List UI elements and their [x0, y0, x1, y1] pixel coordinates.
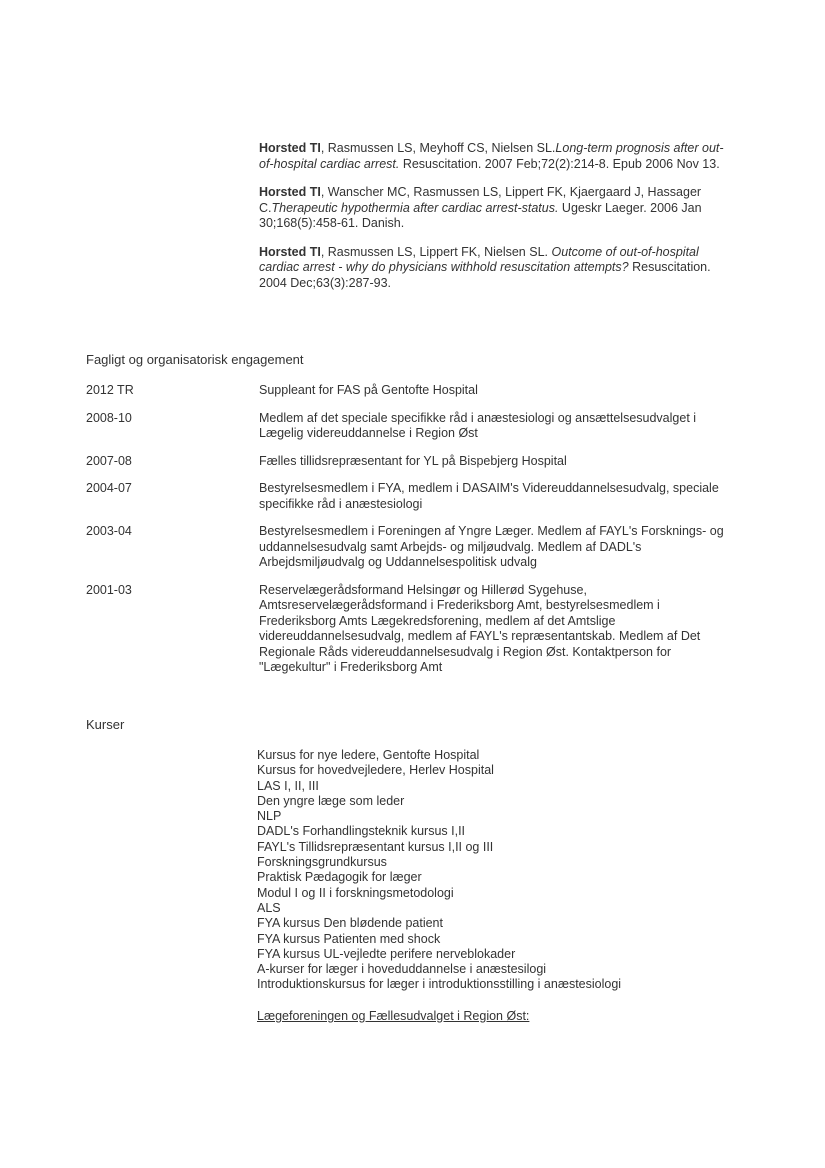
course-item: Praktisk Pædagogik for læger [257, 870, 422, 885]
publication-title: Outcome of out-of-hospital cardiac arrest - why do physicians withhold resuscitation attempts? [259, 244, 699, 274]
engagement-description: Fælles tillidsrepræsentant for YL på Bispebjerg Hospital [259, 453, 567, 468]
engagement-year: 2008-10 [86, 410, 132, 425]
publication-authors: , Rasmussen LS, Meyhoff CS, Nielsen SL. [320, 141, 556, 155]
course-item: DADL's Forhandlingsteknik kursus I,II [257, 824, 466, 839]
course-item: LAS I, II, III [257, 778, 319, 793]
courses-heading: Kurser [86, 717, 125, 732]
engagement-year: 2003-04 [86, 524, 132, 538]
course-item: Modul I og II i forskningsmetodologi [257, 885, 454, 900]
publication-citation: Resuscitation. 2004 Dec;63(3):287-93. [259, 260, 711, 290]
course-item: Forskningsgrundkursus [257, 855, 387, 870]
course-item: Kursus for nye ledere, Gentofte Hospital [257, 748, 480, 762]
engagement-row [86, 583, 736, 676]
course-item: FYA kursus Patienten med shock [257, 931, 441, 946]
engagement-description: Bestyrelsesmedlem i Foreningen af Yngre Læger. Medlem af FAYL's Forsknings- og uddannelsesudvalg samt Arbejds- og miljøudvalg. Medlem af DADL's Arbejdsmiljøudvalg og Uddannelsespolitisk udvalg [259, 524, 724, 569]
courses-footer-subheading: Lægeforeningen og Fællesudvalget i Region Øst: [257, 1009, 530, 1023]
engagement-year: 2012 TR [86, 383, 134, 397]
course-item: FYA kursus Den blødende patient [257, 916, 443, 931]
publication-lead-author: Horsted TI [259, 244, 321, 259]
publication-citation: Resuscitation. 2007 Feb;72(2):214-8. Epub 2006 Nov 13. [399, 156, 720, 171]
publications-list [259, 141, 724, 304]
publication-item [259, 141, 724, 172]
course-item: Kursus for hovedvejledere, Herlev Hospital [257, 763, 494, 778]
engagement-description: Reservelægerådsformand Helsingør og Hillerød Sygehuse, Amtsreservelægerådsformand i Frederiksborg Amt, bestyrelsesmedlem i Frederiksborg Amts Lægekredsforening, medlem af det Amtslige videreuddannelsesudvalg, medlem af FAYL's repræsentantskab. Medlem af Det Regionale Råds videreuddannelsesudvalg i Region Øst. Kontaktperson for "Lægekultur" i Frederiksborg Amt [259, 582, 701, 674]
course-item: Introduktionskursus for læger i introduktionsstilling i anæstesiologi [257, 977, 622, 992]
publication-item [259, 245, 724, 292]
publication-title: Therapeutic hypothermia after cardiac arrest-status. [271, 200, 559, 215]
engagement-row [86, 454, 736, 470]
course-item: A-kurser for læger i hoveduddannelse i anæstesilogi [257, 962, 547, 977]
publication-authors: , Wanscher MC, Rasmussen LS, Lippert FK, Kjaergaard J, Hassager C. [259, 185, 702, 215]
course-item: FYA kursus UL-vejledte perifere nerveblokader [257, 946, 516, 961]
engagement-description: Medlem af det speciale specifikke råd i anæstesiologi og ansættelsesudvalget i Lægelig videreuddannelse i Region Øst [259, 410, 697, 440]
engagement-row [86, 411, 736, 442]
publication-item [259, 185, 724, 232]
courses-list [257, 748, 727, 993]
publication-authors: , Rasmussen LS, Lippert FK, Nielsen SL. [320, 244, 552, 259]
publication-lead-author: Horsted TI [259, 185, 321, 199]
engagement-table [86, 383, 736, 688]
engagement-row [86, 481, 736, 512]
engagement-heading: Fagligt og organisatorisk engagement [86, 352, 304, 367]
course-item: FAYL's Tillidsrepræsentant kursus I,II og III [257, 839, 494, 854]
engagement-row [86, 524, 736, 571]
engagement-year: 2007-08 [86, 453, 132, 468]
course-item: NLP [257, 809, 282, 824]
engagement-row [86, 383, 736, 399]
engagement-description: Suppleant for FAS på Gentofte Hospital [259, 383, 478, 397]
engagement-description: Bestyrelsesmedlem i FYA, medlem i DASAIM's Videreuddannelsesudvalg, speciale specifikke råd i anæstesiologi [259, 481, 719, 511]
engagement-year: 2001-03 [86, 582, 132, 597]
publication-title: Long-term prognosis after out-of-hospital cardiac arrest. [259, 141, 724, 171]
publication-citation: Ugeskr Laeger. 2006 Jan 30;168(5):458-61. Danish. [259, 200, 702, 230]
publication-lead-author: Horsted TI [259, 141, 321, 155]
engagement-year: 2004-07 [86, 481, 132, 495]
course-item: ALS [257, 900, 281, 915]
course-item: Den yngre læge som leder [257, 793, 405, 808]
